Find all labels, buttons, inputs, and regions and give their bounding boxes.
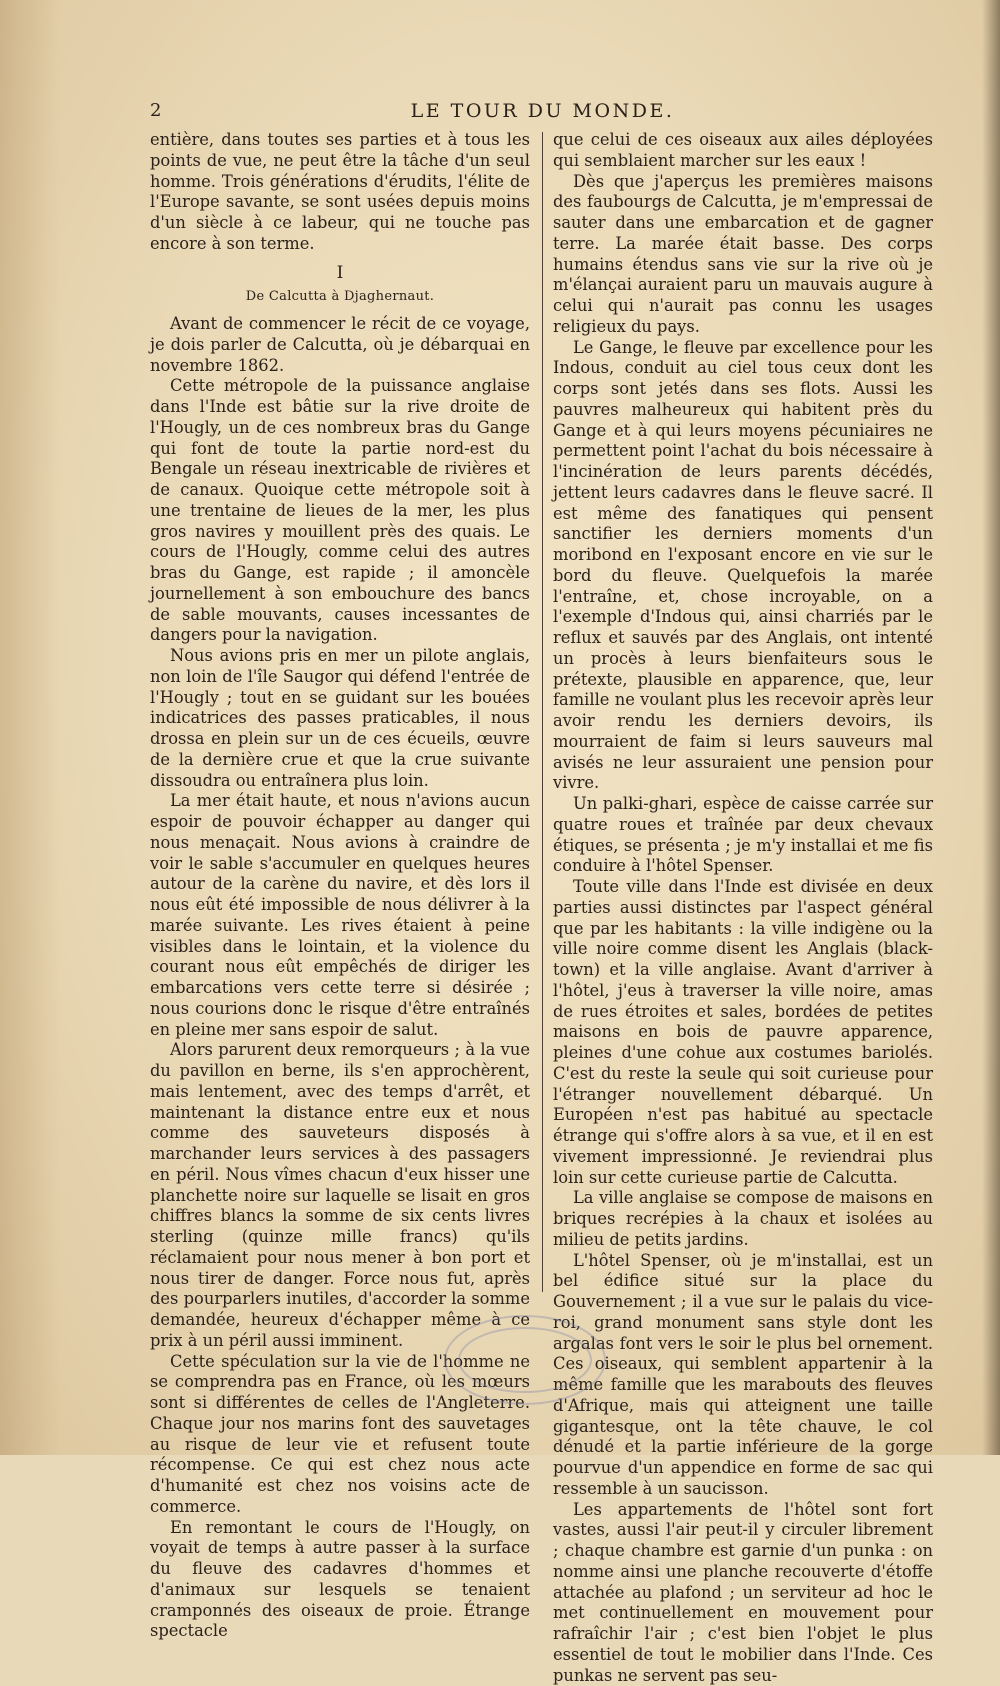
paragraph: que celui de ces oiseaux aux ailes déployées qui semblaient marcher sur les eaux !	[553, 130, 933, 172]
column-divider	[542, 132, 543, 1292]
paragraph: Nous avions pris en mer un pilote anglais, non loin de l'île Saugor qui défend l'entrée de l'Hougly ; tout en se guidant sur les bouées indicatrices des passes praticables, il nous drossa en plein sur un de ces écueils, œuvre de la dernière crue et que la crue suivante dissoudra ou entraînera plus loin.	[150, 646, 530, 791]
left-column	[150, 130, 530, 1642]
paragraph: Toute ville dans l'Inde est divisée en deux parties aussi distinctes par l'aspect général que par les habitants : la ville indigène ou la ville noire comme disent les Anglais (black-town) et la ville anglaise. Avant d'arriver à l'hôtel, j'eus à traverser la ville noire, amas de rues étroites et sales, bordées de petites maisons en bois de pauvre apparence, pleines d'une cohue aux costumes bariolés. C'est du reste la seule qui soit curieuse pour l'étranger nouvellement débarqué. Un Européen n'est pas habitué au spectacle étrange qui s'offre alors à sa vue, et il en est vivement impressionné. Je reviendrai plus loin sur cette curieuse partie de Calcutta.	[553, 877, 933, 1188]
library-stamp	[440, 1310, 610, 1410]
paragraph: L'hôtel Spenser, où je m'installai, est un bel édifice situé sur la place du Gouvernement ; il a vue sur le palais du vice-roi, grand monument sans style dont les argalas font vers le soir le plus bel ornement. Ces oiseaux, qui semblent appartenir à la même famille que les marabouts des fleuves d'Afrique, mais qui atteignent une taille gigantesque, ont la tête chauve, le col dénudé et la partie inférieure de la gorge pourvue d'un appendice en forme de sac qui ressemble à un saucisson.	[553, 1251, 933, 1500]
right-column	[553, 130, 933, 1686]
running-title: LE TOUR DU MONDE.	[150, 100, 935, 122]
paragraph: Alors parurent deux remorqueurs ; à la vue du pavillon en berne, ils s'en approchèrent, mais lentement, avec des temps d'arrêt, et maintenant la distance entre eux et nous comme des sauveteurs disposés à marchander leurs services à des passagers en péril. Nous vîmes chacun d'eux hisser une planchette noire sur laquelle se lisait en gros chiffres blancs la somme de six cents livres sterling (quinze mille francs) qu'ils réclamaient pour nous mener à bon port et nous tirer de danger. Force nous fut, après des pourparlers inutiles, d'accorder la somme demandée, heureux d'échapper même à ce prix à un péril aussi imminent.	[150, 1040, 530, 1351]
section-title: De Calcutta à Djaghernaut.	[150, 287, 530, 308]
paragraph: En remontant le cours de l'Hougly, on voyait de temps à autre passer à la surface du fleuve des cadavres d'hommes et d'animaux sur lesquels se tenaient cramponnés des oiseaux de proie. Étrange spectacle	[150, 1518, 530, 1643]
paragraph: Un palki-ghari, espèce de caisse carrée sur quatre roues et traînée par deux chevaux étiques, se présenta ; je m'y installai et me fis conduire à l'hôtel Spenser.	[553, 794, 933, 877]
paragraph: Cette métropole de la puissance anglaise dans l'Inde est bâtie sur la rive droite de l'Hougly, un de ces nombreux bras du Gange qui font de toute la partie nord-est du Bengale un réseau inextricable de rivières et de canaux. Quoique cette métropole soit à une trentaine de lieues de la mer, les plus gros navires y mouillent près des quais. Le cours de l'Hougly, comme celui des autres bras du Gange, est rapide ; il amoncèle journellement à son embouchure des bancs de sable mouvants, causes incessantes de dangers pour la navigation.	[150, 376, 530, 646]
page-edge-shadow-left	[0, 0, 60, 1455]
page-header	[150, 100, 935, 126]
page-edge-shadow-right	[982, 0, 1000, 1455]
paragraph: Cette spéculation sur la vie de l'homme ne se comprendra pas en France, où les mœurs sont si différentes de celles de l'Angleterre. Chaque jour nos marins font des sauvetages au risque de leur vie et refusent toute récompense. Ce qui est chez nous acte d'humanité est chez nos voisins acte de commerce.	[150, 1352, 530, 1518]
paragraph: Le Gange, le fleuve par excellence pour les Indous, conduit au ciel tous ceux dont les corps sont jetés dans ses flots. Aussi les pauvres malheureux qui habitent près du Gange et à qui leurs moyens pécuniaires ne permettent point l'achat du bois nécessaire à l'incinération de leurs parents décédés, jettent leurs cadavres dans le fleuve sacré. Il est même des fanatiques qui pensent sanctifier les derniers moments d'un moribond en l'exposant encore en vie sur le bord du fleuve. Quelquefois la marée l'entraîne, et, chose incroyable, on a l'exemple d'Indous qui, ainsi charriés par le reflux et sauvés par des Anglais, ont intenté un procès à leurs bienfaiteurs sous le prétexte, plausible en apparence, que, leur famille ne voulant plus les recevoir après leur avoir rendu les derniers devoirs, ils mourraient de faim si leurs sauveurs mal avisés ne leur assuraient une pension pour vivre.	[553, 338, 933, 795]
paragraph: Avant de commencer le récit de ce voyage, je dois parler de Calcutta, où je débarquai en novembre 1862.	[150, 314, 530, 376]
section-numeral: I	[150, 263, 530, 284]
page-number: 2	[150, 100, 161, 121]
paragraph: Dès que j'aperçus les premières maisons des faubourgs de Calcutta, je m'empressai de sauter dans une embarcation et de gagner terre. La marée était basse. Des corps humains étendus sans vie sur la rive où je m'élançai auraient paru un mauvais augure à celui qui n'aurait pas connu les usages religieux du pays.	[553, 172, 933, 338]
paragraph: entière, dans toutes ses parties et à tous les points de vue, ne peut être la tâche d'un seul homme. Trois générations d'érudits, l'élite de l'Europe savante, se sont usées depuis moins d'un siècle à ce labeur, qui ne touche pas encore à son terme.	[150, 130, 530, 255]
paragraph: La mer était haute, et nous n'avions aucun espoir de pouvoir échapper au danger qui nous menaçait. Nous avions à craindre de voir le sable s'accumuler en quelques heures autour de la carène du navire, et dès lors il nous eût été impossible de nous délivrer à la marée suivante. Les rives étaient à peine visibles dans le lointain, et la violence du courant nous eût empêchés de diriger les embarcations vers cette terre si désirée ; nous courions donc le risque d'être entraînés en pleine mer sans espoir de salut.	[150, 791, 530, 1040]
paragraph: Les appartements de l'hôtel sont fort vastes, aussi l'air peut-il y circuler librement ; chaque chambre est garnie d'un punka : on nomme ainsi une planche recouverte d'étoffe attachée au plafond ; un serviteur ad hoc le met continuellement en mouvement pour rafraîchir l'air ; c'est bien l'objet le plus essentiel de tout le mobilier dans l'Inde. Ces punkas ne servent pas seu-	[553, 1500, 933, 1686]
paragraph: La ville anglaise se compose de maisons en briques recrépies à la chaux et isolées au milieu de petits jardins.	[553, 1188, 933, 1250]
